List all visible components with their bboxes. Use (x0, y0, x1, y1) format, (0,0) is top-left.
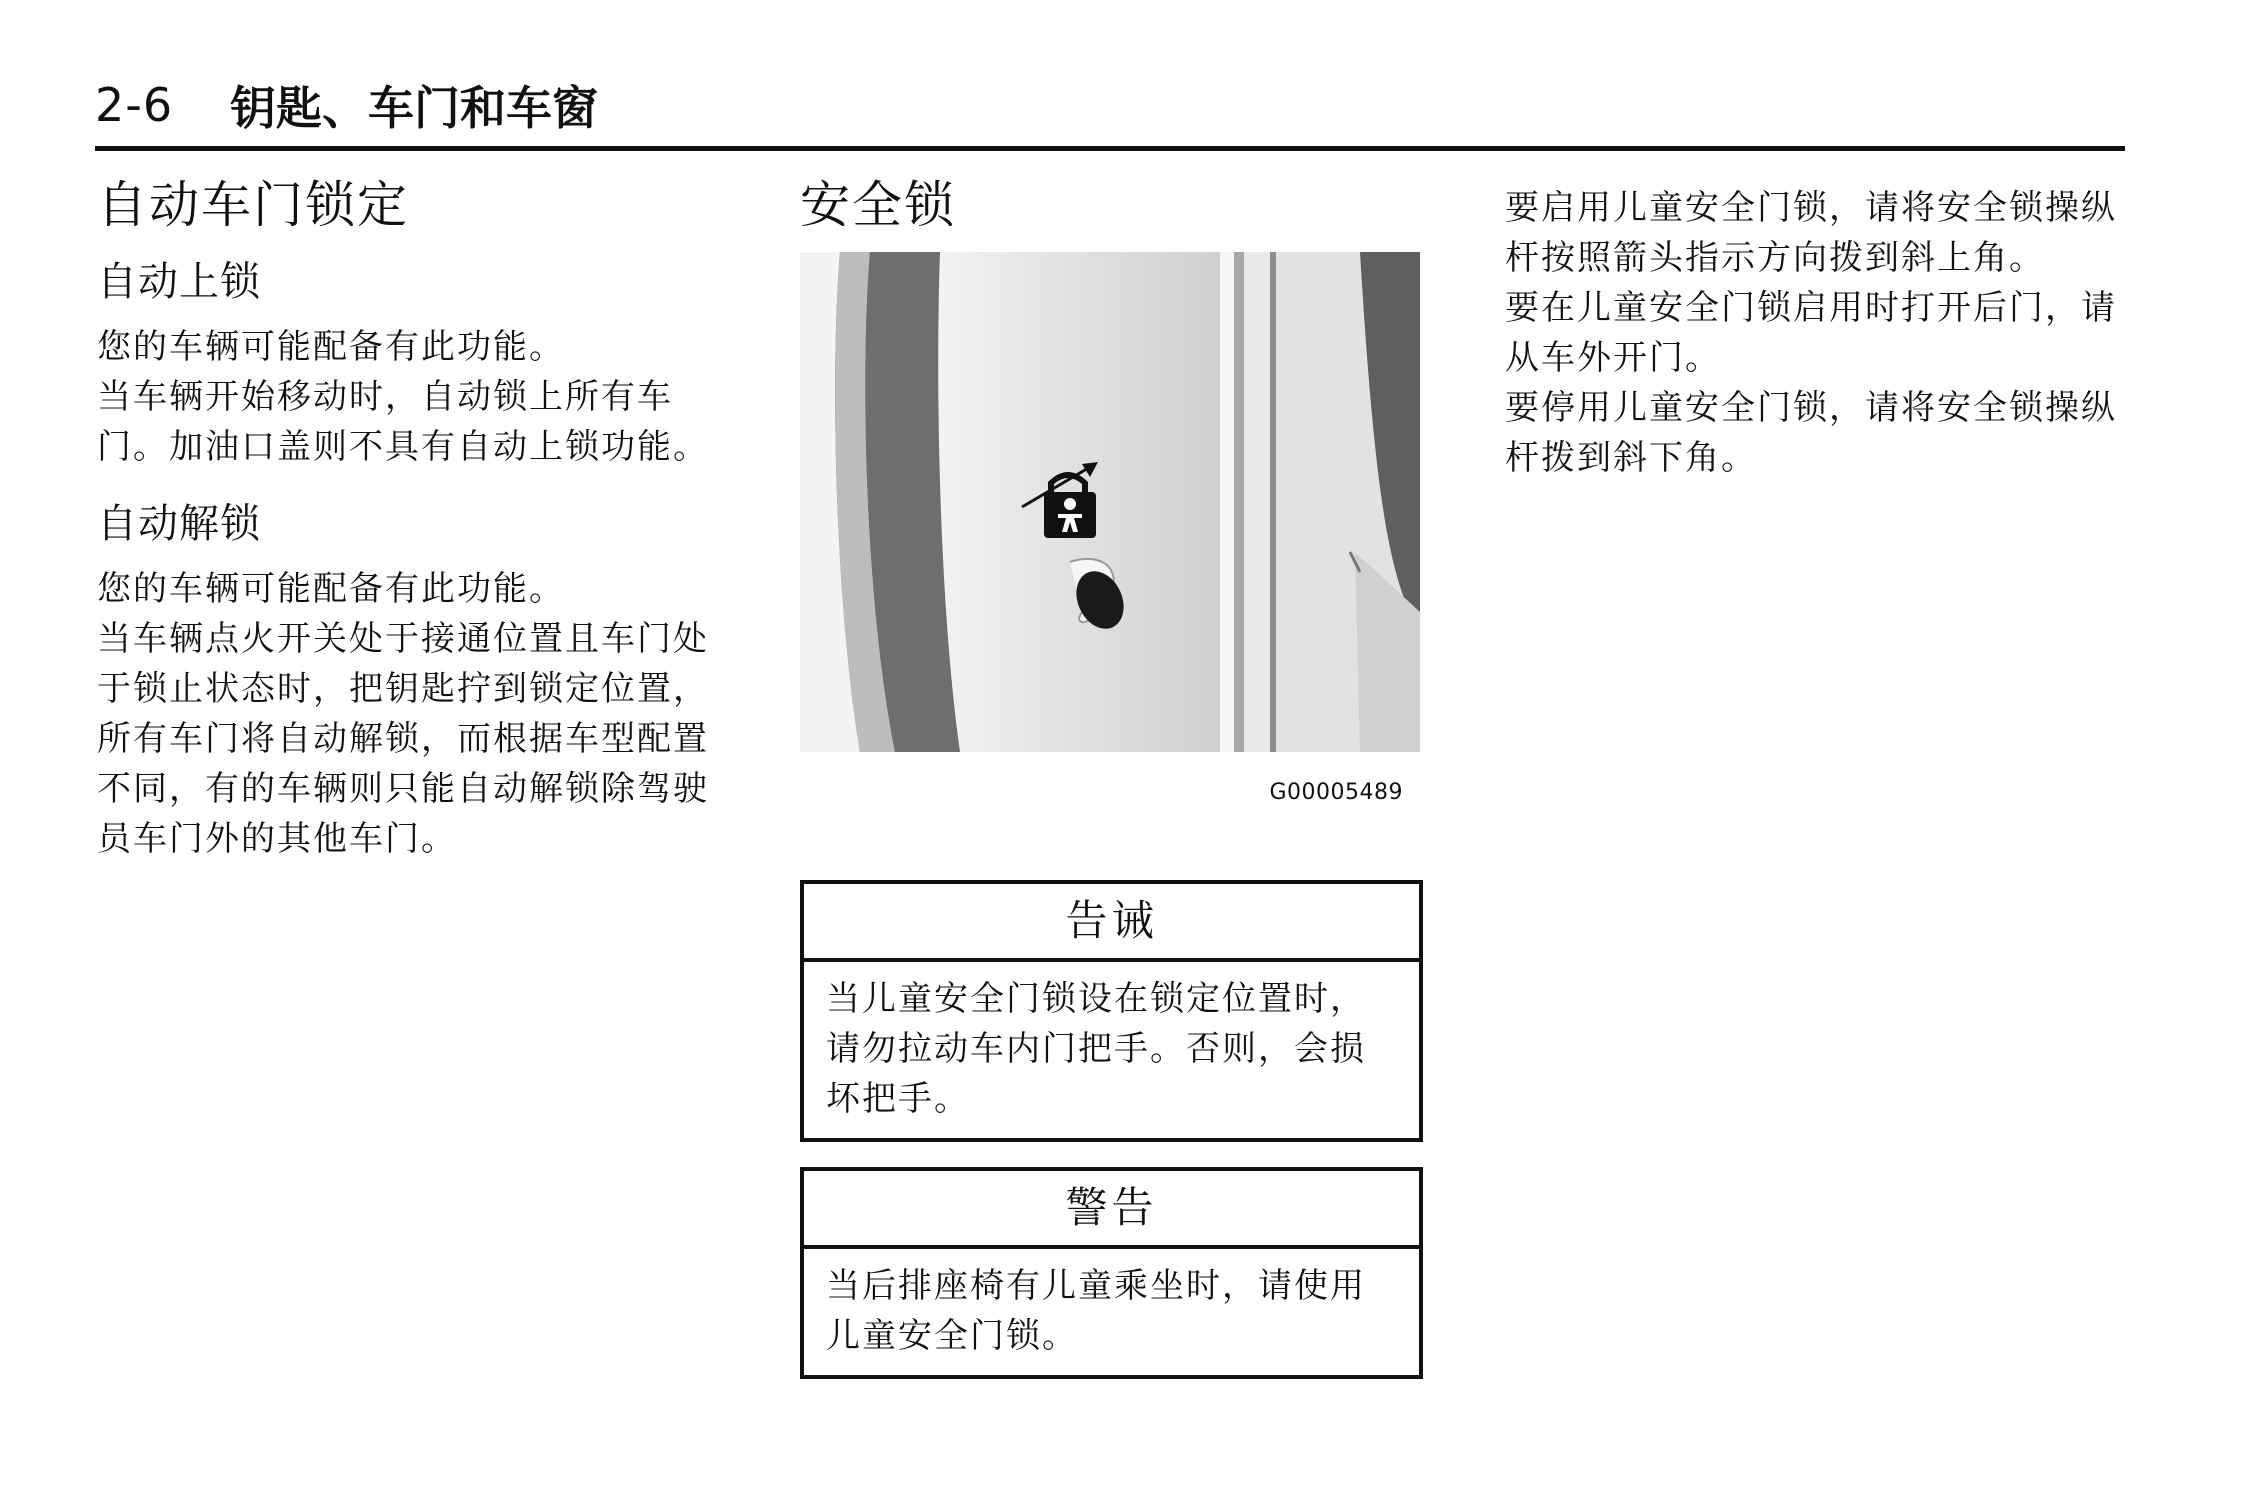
warning-box (800, 1167, 1423, 1379)
warning-text: 当后排座椅有儿童乘坐时，请使用儿童安全门锁。 (826, 1266, 1366, 1356)
paragraph: 要停用儿童安全门锁，请将安全锁操纵杆拨到斜下角。 (1505, 388, 2117, 478)
subtitle-auto-unlock: 自动解锁 (97, 501, 261, 547)
paragraph: 当车辆开始移动时，自动锁上所有车门。加油口盖则不具有自动上锁功能。 (97, 377, 709, 467)
section-title-safety-lock: 安全锁 (800, 176, 956, 234)
caution-text: 当儿童安全门锁设在锁定位置时，请勿拉动车内门把手。否则，会损坏把手。 (826, 979, 1366, 1119)
middle-column (800, 170, 1425, 805)
paragraph: 您的车辆可能配备有此功能。 (97, 327, 565, 367)
chapter-title: 钥匙、车门和车窗 (230, 81, 598, 135)
subtitle-auto-lock: 自动上锁 (97, 259, 261, 305)
left-column (97, 170, 737, 864)
paragraph: 您的车辆可能配备有此功能。 (97, 569, 565, 609)
paragraph: 当车辆点火开关处于接通位置且车门处于锁止状态时，把钥匙拧到锁定位置，所有车门将自动解锁，而根据车型配置不同，有的车辆则只能自动解锁除驾驶员车门外的其他车门。 (97, 619, 709, 859)
figure-code: G00005489 (1269, 780, 1403, 805)
caution-heading: 告诫 (804, 884, 1419, 962)
right-column (1505, 183, 2145, 483)
warning-heading: 警告 (804, 1171, 1419, 1249)
child-lock-door-illustration (800, 252, 1420, 752)
paragraph: 要在儿童安全门锁启用时打开后门，请从车外开门。 (1505, 288, 2117, 378)
paragraph: 要启用儿童安全门锁，请将安全锁操纵杆按照箭头指示方向拨到斜上角。 (1505, 188, 2117, 278)
page-header (95, 70, 2125, 150)
section-title-auto-door-lock: 自动车门锁定 (97, 176, 409, 234)
page-number: 2-6 (95, 78, 174, 132)
caution-box (800, 880, 1423, 1142)
header-divider (95, 146, 2125, 151)
